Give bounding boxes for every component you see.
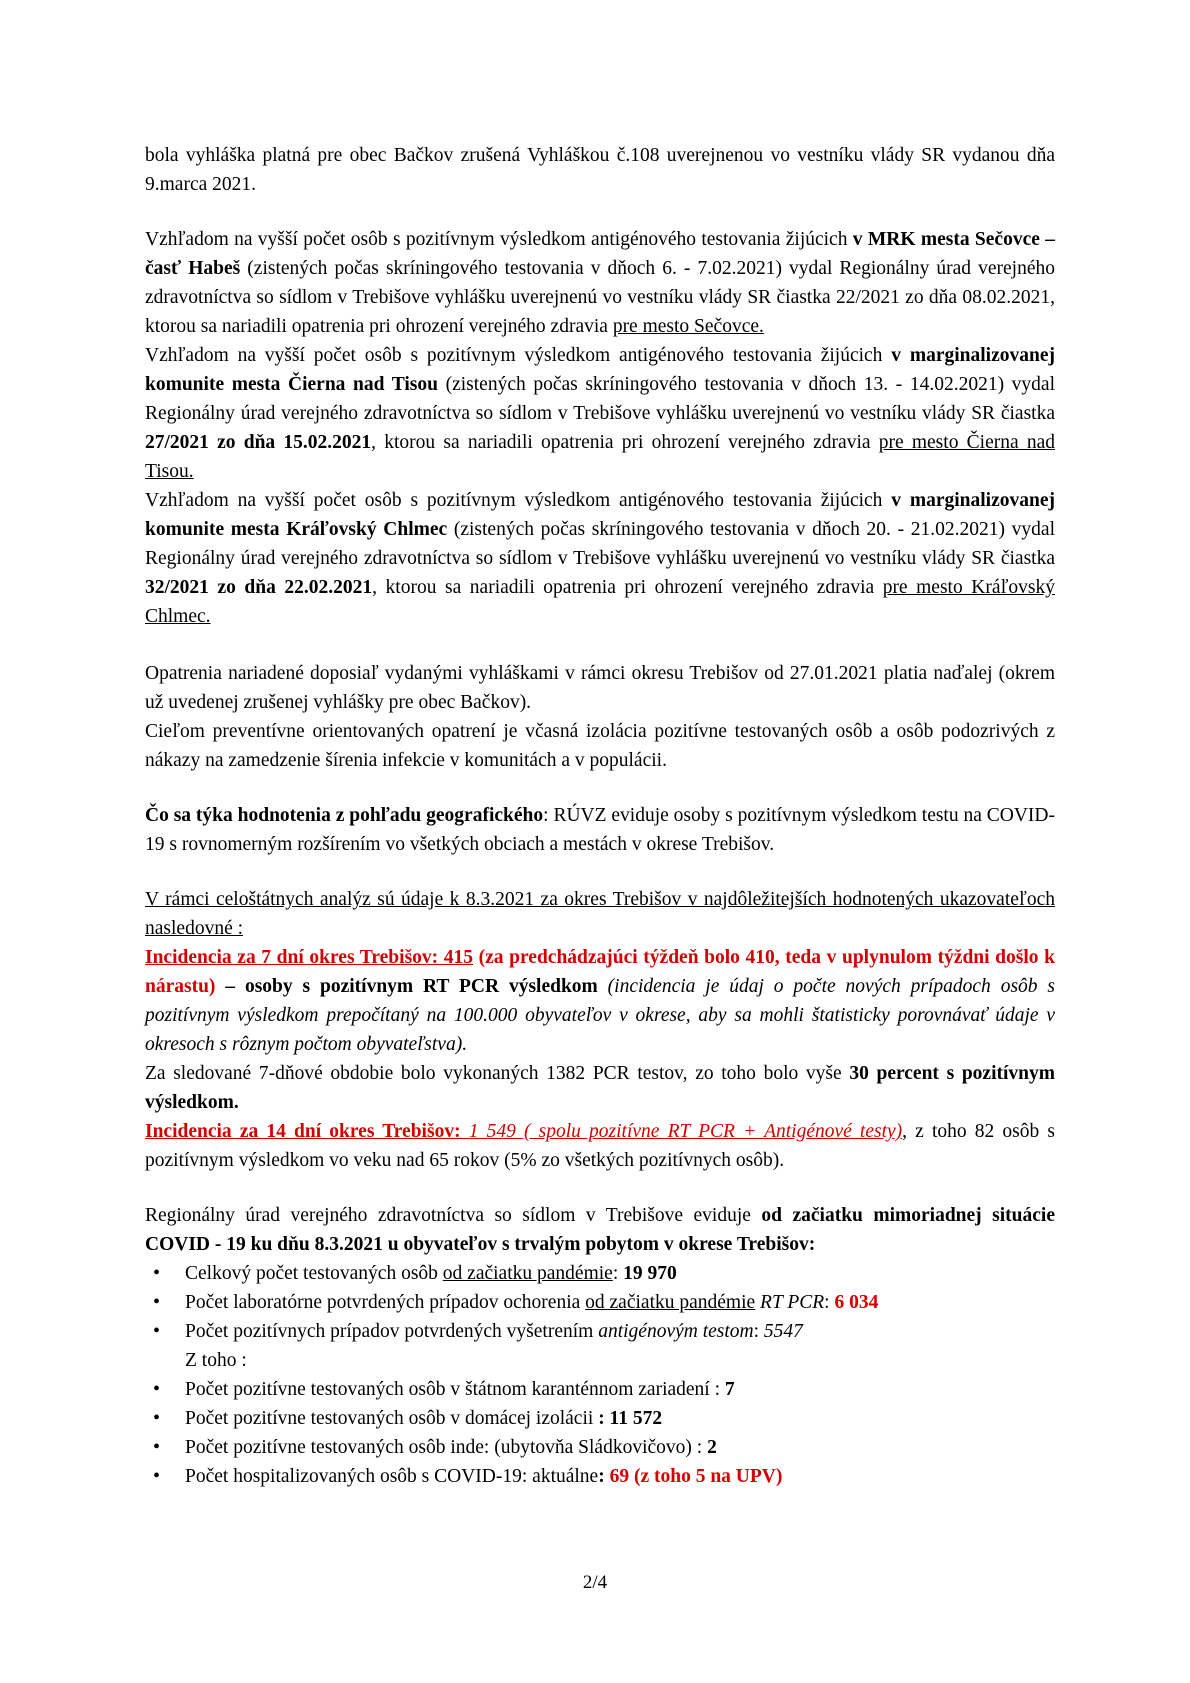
italic-span: RT PCR bbox=[760, 1292, 825, 1313]
text-span: Počet laboratórne potvrdených prípadov ochorenia bbox=[185, 1292, 586, 1313]
bold-span: Čo sa týka hodnotenia z pohľadu geografického bbox=[145, 805, 544, 826]
text-span: Celkový počet testovaných osôb bbox=[185, 1263, 443, 1284]
value-elsewhere: 2 bbox=[707, 1437, 717, 1458]
list-item-total-tested bbox=[145, 1259, 1055, 1288]
paragraph-kralovsky-chlmec bbox=[145, 486, 1055, 631]
paragraph-incidence-7-days bbox=[145, 943, 1055, 1059]
text-span: : bbox=[824, 1292, 835, 1313]
paragraph-cierna-nad-tisou bbox=[145, 341, 1055, 486]
value-total-tested: 19 970 bbox=[623, 1263, 677, 1284]
list-item-home-isolation bbox=[145, 1404, 1055, 1433]
text-span: , bbox=[902, 1121, 908, 1142]
text-span: : bbox=[612, 1263, 624, 1284]
bold-span: v marginalizovanej komunite mesta Kráľovský Chlmec bbox=[145, 490, 1055, 540]
text-span: z toho 82 osôb s pozitívnym výsledkom vo veku nad 65 rokov (5% zo všetkých pozitívnych osôb). bbox=[145, 1121, 1056, 1171]
bold-span: 32/2021 zo dňa 22.02.2021 bbox=[145, 577, 373, 598]
text-span: Počet pozitívne testovaných osôb inde: (ubytovňa Sládkovičovo) : bbox=[185, 1437, 708, 1458]
text-span: Počet pozitívnych prípadov potvrdených vyšetrením bbox=[185, 1321, 599, 1342]
list-item-lab-confirmed bbox=[145, 1288, 1055, 1317]
text-span: Regionálny úrad verejného zdravotníctva so sídlom v Trebišove eviduje bbox=[145, 1205, 762, 1226]
incidence-7-label: Incidencia za 7 dní okres Trebišov: 415 bbox=[145, 947, 474, 968]
text-span: : bbox=[753, 1321, 764, 1342]
bold-span: – osoby s pozitívnym RT PCR výsledkom bbox=[215, 976, 598, 997]
value-lab-confirmed: 6 034 bbox=[834, 1292, 879, 1313]
paragraph-secovce bbox=[145, 225, 1055, 341]
document-page bbox=[145, 141, 1055, 1491]
list-subheading: Z toho : bbox=[185, 1350, 247, 1371]
text-span: Počet hospitalizovaných osôb s COVID-19: aktuálne bbox=[185, 1466, 599, 1487]
text-span: , ktorou sa nariadili opatrenia pri ohrození verejného zdravia bbox=[371, 432, 879, 453]
paragraph-measures-valid: Opatrenia nariadené doposiaľ vydanými vyhláškami v rámci okresu Trebišov od 27.01.2021 platia naďalej (okrem už uvedenej zrušenej vyhlášky pre obec Bačkov). bbox=[145, 663, 1055, 713]
page-number: 2/4 bbox=[582, 1572, 608, 1593]
underlined-span: od začiatku pandémie bbox=[442, 1263, 613, 1284]
list-item-state-quarantine bbox=[145, 1375, 1055, 1404]
text-span: Za sledované 7-dňové obdobie bolo vykonaných 1382 PCR testov, zo toho bolo vyše bbox=[145, 1063, 850, 1084]
italic-span: antigénovým testom bbox=[598, 1321, 754, 1342]
underlined-span: pre mesto Sečovce. bbox=[612, 316, 764, 337]
paragraph-measures-goal: Cieľom preventívne orientovaných opatrení je včasná izolácia pozitívne testovaných osôb a osôb podozrivých z nákazy na zamedzenie šírenia infekcie v komunitách a v populácii. bbox=[145, 721, 1055, 771]
text-span: Vzhľadom na vyšší počet osôb s pozitívnym výsledkom antigénového testovania žijúcich bbox=[145, 229, 853, 250]
text-span: : RÚVZ eviduje osoby s pozitívnym výsledkom testu na COVID-19 s rovnomerným rozšírením vo všetkých obciach a mestách v okrese Trebišov. bbox=[145, 805, 1056, 855]
bold-span: od začiatku mimoriadnej situácie COVID - 19 ku dňu 8.3.2021 u obyvateľov s trvalým pobytom v okrese Trebišov: bbox=[145, 1205, 1055, 1255]
paragraph-national-analysis: V rámci celoštátnych analýz sú údaje k 8.3.2021 za okres Trebišov v najdôležitejších hodnotených ukazovateľoch nasledovné : bbox=[145, 889, 1055, 939]
underlined-span: pre mesto Kráľovský Chlmec. bbox=[145, 577, 1055, 627]
text-span: (zistených počas skríningového testovania v dňoch 20. - 21.02.2021) vydal Regionálny úrad verejného zdravotníctva so sídlom v Trebišove vyhlášku uverejnenú vo vestníku vlády SR čiastka bbox=[145, 519, 1055, 569]
list-item-antigen-positive bbox=[145, 1317, 1055, 1346]
paragraph-ruvz-summary bbox=[145, 1201, 1055, 1259]
list-item-hospitalized bbox=[145, 1462, 1055, 1491]
incidence-14-value: 1 549 ( spolu pozitívne RT PCR + Antigénové testy) bbox=[468, 1121, 903, 1142]
underlined-span: od začiatku pandémie bbox=[585, 1292, 756, 1313]
paragraph-pcr-tests bbox=[145, 1059, 1055, 1117]
value-home-isolation: : 11 572 bbox=[598, 1408, 663, 1429]
underlined-span: pre mesto Čierna nad Tisou. bbox=[145, 432, 1055, 482]
text-span: Počet pozitívne testovaných osôb v domácej izolácii bbox=[185, 1408, 599, 1429]
bold-span: 27/2021 zo dňa 15.02.2021 bbox=[145, 432, 372, 453]
value-state-quarantine: 7 bbox=[724, 1379, 735, 1400]
value-antigen-positive: 5547 bbox=[763, 1321, 803, 1342]
list-item-elsewhere bbox=[145, 1433, 1055, 1462]
italic-span: (incidencia je údaj o počte nových prípadoch osôb s pozitívnym výsledkom prepočítaný na 100.000 obyvateľov v okrese, aby sa mohli štatisticky porovnávať údaje v okresoch s rôznym počtom obyvateľstva). bbox=[145, 976, 1056, 1055]
bold-span: v marginalizovanej komunite mesta Čierna nad Tisou bbox=[145, 345, 1055, 395]
incidence-7-note: (za predchádzajúci týždeň bolo 410, teda v uplynulom týždni došlo k nárastu) bbox=[145, 947, 1055, 997]
paragraph-incidence-14-days bbox=[145, 1117, 1055, 1175]
bold-span: 30 percent s pozitívnym výsledkom. bbox=[145, 1063, 1055, 1113]
text-span: (zistených počas skríningového testovania v dňoch 6. - 7.02.2021) vydal Regionálny úrad verejného zdravotníctva so sídlom v Trebišove vyhlášku uverejnenú vo vestníku vlády SR čiastka 22/2021 zo dňa 08.02.2021, ktorou sa nariadili opatrenia pri ohrození verejného zdravia bbox=[145, 258, 1055, 337]
bold-span: : bbox=[598, 1466, 610, 1487]
text-span: Vzhľadom na vyšší počet osôb s pozitívnym výsledkom antigénového testovania žijúcich bbox=[145, 345, 892, 366]
text-span: , ktorou sa nariadili opatrenia pri ohrození verejného zdravia bbox=[372, 577, 883, 598]
bold-span: v MRK mesta Sečovce – časť Habeš bbox=[145, 229, 1055, 279]
paragraph-geographic bbox=[145, 801, 1055, 859]
incidence-14-label: Incidencia za 14 dní okres Trebišov: bbox=[145, 1121, 469, 1142]
statistics-list bbox=[145, 1259, 1055, 1491]
text-span: (zistených počas skríningového testovania v dňoch 13. - 14.02.2021) vydal Regionálny úrad verejného zdravotníctva so sídlom v Trebišove vyhlášku uverejnenú vo vestníku vlády SR čiastka bbox=[145, 374, 1055, 424]
text-span: Vzhľadom na vyšší počet osôb s pozitívnym výsledkom antigénového testovania žijúcich bbox=[145, 490, 892, 511]
paragraph-backov-repeal: bola vyhláška platná pre obec Bačkov zrušená Vyhláškou č.108 uverejnenou vo vestníku vlády SR vydanou dňa 9.marca 2021. bbox=[145, 145, 1055, 195]
text-span: Počet pozitívne testovaných osôb v štátnom karanténnom zariadení : bbox=[185, 1379, 725, 1400]
value-hospitalized: 69 (z toho 5 na UPV) bbox=[609, 1466, 783, 1487]
